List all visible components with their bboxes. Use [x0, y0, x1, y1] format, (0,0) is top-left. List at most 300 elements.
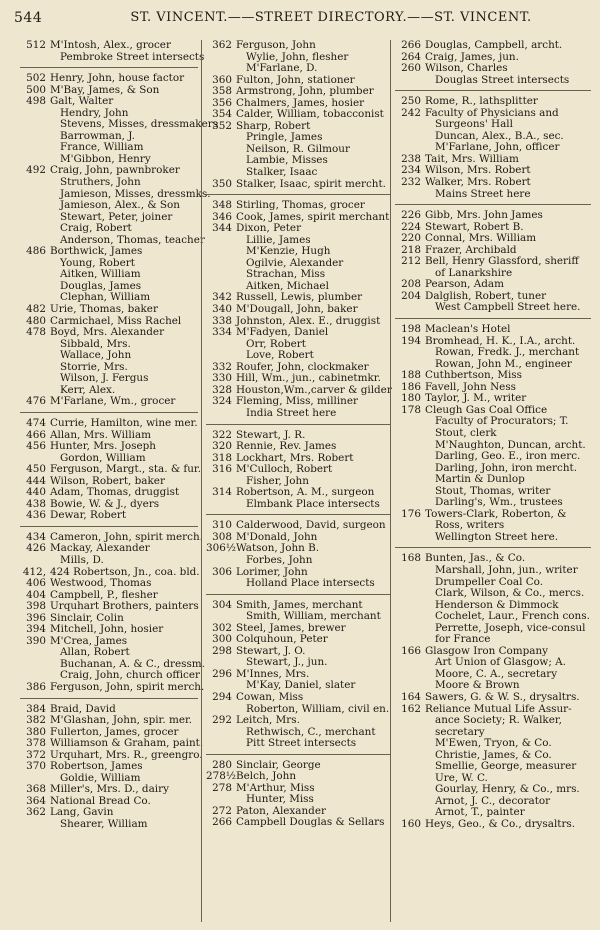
directory-entry: [20, 737, 204, 750]
house-number: [20, 142, 50, 154]
house-number: 362: [212, 39, 232, 51]
occupant-name: Strachan, Miss: [246, 268, 326, 281]
directory-block: [20, 39, 205, 63]
house-number: 260: [401, 62, 421, 75]
house-number: 324: [212, 395, 232, 408]
occupant-name: Rethwisch, C., merchant: [246, 725, 376, 738]
house-number: 232: [401, 176, 421, 189]
occupant-name: Wilson, Robert, baker: [50, 474, 165, 487]
house-number: [395, 347, 425, 359]
house-number: [20, 108, 50, 120]
occupant-name: Galt, Walter: [50, 95, 114, 108]
occupant-name: Elmbank Place intersects: [246, 497, 380, 510]
house-number: 226: [401, 209, 421, 222]
page-number: 544: [14, 10, 43, 26]
house-number: 278½: [206, 770, 236, 783]
occupant-name: Stewart, Robert B.: [425, 220, 524, 233]
house-number: 340: [212, 303, 232, 316]
house-number: [395, 600, 425, 612]
house-number: 162: [401, 702, 421, 715]
house-number: [395, 738, 425, 750]
occupant-name: Calder, William, tobacconist: [236, 108, 384, 121]
directory-entry: [20, 510, 198, 522]
occupant-name: Johnston, Alex. E., druggist: [236, 314, 381, 327]
house-number: [395, 796, 425, 808]
directory-entry: [395, 428, 591, 440]
house-number: 310: [212, 519, 232, 532]
occupant-name: Darling, Geo. E., iron merc.: [435, 450, 581, 463]
house-number: 372: [26, 748, 46, 761]
house-number: [395, 577, 425, 589]
house-number: [20, 200, 50, 212]
house-number: 208: [401, 278, 421, 291]
directory-block: [20, 67, 219, 408]
occupant-name: Kerr, Alex.: [60, 383, 116, 396]
directory-entry: [395, 96, 591, 108]
house-number: 250: [401, 95, 421, 108]
occupant-name: Campbell Douglas & Sellars: [236, 816, 385, 829]
directory-entry: [206, 817, 390, 829]
house-number: 358: [212, 85, 232, 98]
house-number: 478: [26, 326, 46, 339]
occupant-name: India Street here: [246, 406, 337, 419]
occupant-name: Jamieson, Alex., & Son: [60, 199, 180, 212]
occupant-name: Westwood, Thomas: [50, 577, 152, 590]
occupant-name: Taylor, J. M., writer: [425, 392, 527, 405]
directory-entry: [395, 623, 591, 635]
directory-entry: [206, 40, 390, 52]
occupant-name: Urquhart Brothers, painters: [50, 600, 199, 613]
house-number: 198: [401, 323, 421, 336]
occupant-name: Faculty of Procurators; T.: [435, 415, 569, 428]
occupant-name: Ross, writers: [435, 519, 505, 532]
occupant-name: Cleugh Gas Coal Office: [425, 403, 548, 416]
occupant-name: Douglas, Campbell, archt.: [425, 39, 563, 51]
house-number: [20, 362, 50, 374]
occupant-name: Hill, Wm., jun., cabinetmkr.: [236, 372, 381, 385]
house-number: [20, 119, 50, 131]
directory-entry: [20, 819, 198, 831]
house-number: [395, 119, 425, 131]
house-number: 306½: [206, 542, 236, 555]
directory-entry: [20, 543, 198, 555]
occupant-name: M'Farlane, Wm., grocer: [50, 395, 176, 408]
house-number: 242: [401, 106, 421, 119]
directory-block: [395, 318, 591, 543]
occupant-name: M'Farlane, John, officer: [435, 141, 560, 154]
house-number: 368: [26, 783, 46, 796]
occupant-name: Sharp, Robert: [236, 119, 311, 132]
house-number: 238: [401, 152, 421, 165]
occupant-name: Braid, David: [50, 702, 116, 715]
occupant-name: Cuthbertson, Miss: [425, 369, 522, 382]
occupant-name: Fullerton, James, grocer: [50, 725, 179, 738]
occupant-name: Stalker, Isaac, spirit mercht.: [236, 177, 386, 190]
house-number: [20, 647, 50, 659]
house-number: [395, 486, 425, 498]
occupant-name: Robertson, A. M., surgeon: [236, 486, 375, 499]
house-number: [20, 177, 50, 189]
directory-block: [206, 594, 390, 750]
occupant-name: National Bread Co.: [50, 794, 151, 807]
house-number: 436: [26, 509, 46, 522]
occupant-name: Reliance Mutual Life Assur-: [425, 702, 572, 715]
page-header: [14, 8, 588, 30]
occupant-name: Art Union of Glasgow; A.: [435, 656, 566, 669]
occupant-name: Drumpeller Coal Co.: [435, 575, 544, 588]
occupant-name: M'Dougall, John, baker: [236, 303, 358, 316]
occupant-name: Henry, John, house factor: [50, 72, 185, 85]
house-number: [20, 281, 50, 293]
occupant-name: Maclean's Hotel: [425, 323, 511, 336]
house-number: [395, 75, 425, 87]
house-number: [395, 565, 425, 577]
house-number: [206, 578, 236, 590]
directory-entry: [206, 611, 390, 623]
occupant-name: Campbell, P., flesher: [50, 588, 158, 601]
house-number: [395, 532, 425, 544]
occupant-name: Sawers, G. & W. S., drysaltrs.: [425, 690, 580, 703]
occupant-name: M'Naughton, Duncan, archt.: [435, 438, 586, 451]
occupant-name: Borthwick, James: [50, 245, 143, 258]
house-number: 386: [26, 680, 46, 693]
house-number: 316: [212, 463, 232, 476]
house-number: 492: [26, 164, 46, 177]
house-number: [395, 302, 425, 314]
occupant-name: Gordon, William: [60, 451, 146, 464]
house-number: [395, 761, 425, 773]
house-number: 280: [212, 758, 232, 771]
house-number: 500: [26, 83, 46, 96]
directory-entry: [395, 63, 591, 75]
directory-column-2: [201, 40, 390, 922]
occupant-name: Faculty of Physicians and: [425, 106, 559, 119]
house-number: [395, 784, 425, 796]
occupant-name: Cameron, John, spirit merch.: [50, 530, 203, 543]
house-number: 474: [26, 416, 46, 429]
house-number: 178: [401, 403, 421, 416]
occupant-name: Pitt Street intersects: [246, 737, 357, 750]
house-number: 168: [401, 552, 421, 565]
occupant-name: Stewart, J. O.: [236, 644, 306, 657]
house-number: [206, 144, 236, 156]
house-number: 186: [401, 380, 421, 393]
occupant-name: Gourlay, Henry, & Co., mrs.: [435, 783, 580, 796]
house-number: 334: [212, 326, 232, 339]
directory-entry: [395, 565, 591, 577]
occupant-name: Allan, Mrs. William: [50, 428, 152, 441]
house-number: 300: [212, 633, 232, 646]
directory-entry: [20, 463, 202, 476]
occupant-name: secretary: [435, 725, 485, 738]
occupant-name: Walker, Mrs. Robert: [425, 176, 531, 189]
house-number: 332: [212, 360, 232, 373]
occupant-name: Towers-Clark, Roberton, &: [425, 507, 567, 520]
house-number: 348: [212, 199, 232, 212]
house-number: 350: [212, 177, 232, 190]
house-number: 502: [26, 72, 46, 85]
occupant-name: Perrette, Joseph, vice-consul: [435, 621, 586, 634]
house-number: 308: [212, 530, 232, 543]
directory-entry: [20, 418, 198, 430]
house-number: 294: [212, 690, 232, 703]
house-number: [20, 350, 50, 362]
house-number: [395, 131, 425, 143]
house-number: 212: [401, 255, 421, 268]
directory-entry: [206, 327, 390, 339]
occupant-name: ance Society; R. Walker,: [435, 714, 562, 727]
house-number: 384: [26, 702, 46, 715]
house-number: 176: [401, 507, 421, 520]
directory-entry: [20, 396, 198, 408]
directory-entry: [206, 464, 390, 476]
house-number: 218: [401, 243, 421, 256]
occupant-name: Houston,Wm.,carver & gilder: [236, 383, 392, 396]
occupant-name: Stirling, Thomas, grocer: [236, 199, 365, 212]
house-number: [395, 727, 425, 739]
occupant-name: Goldie, William: [60, 771, 141, 784]
occupant-name: Martin & Dunlop: [435, 473, 525, 486]
house-number: [395, 657, 425, 669]
occupant-name: Bowie, W. & J., dyers: [50, 497, 160, 510]
directory-entry: [206, 167, 390, 179]
house-number: [20, 131, 50, 143]
occupant-name: Sinclair, George: [236, 758, 321, 771]
house-number: 266: [212, 816, 232, 829]
house-number: [206, 63, 236, 75]
occupant-name: Wilson, J. Fergus: [60, 372, 149, 385]
occupant-name: M'Intosh, Alex., grocer: [50, 39, 171, 51]
occupant-name: Belch, John: [236, 770, 297, 783]
occupant-name: Currie, Hamilton, wine mer.: [50, 416, 198, 429]
occupant-name: M'Gibbon, Henry: [60, 152, 151, 165]
directory-entry: [20, 73, 198, 85]
house-number: [395, 416, 425, 428]
occupant-name: Sibbald, Mrs.: [60, 337, 131, 350]
occupant-name: Pearson, Adam: [425, 278, 504, 291]
occupant-name: Wallace, John: [60, 349, 132, 362]
directory-entry: [206, 555, 390, 567]
occupant-name: Love, Robert: [246, 349, 314, 362]
house-number: 412,: [22, 565, 46, 578]
occupant-name: M'Farlane, D.: [246, 62, 318, 75]
occupant-name: Smith, James, merchant: [236, 598, 363, 611]
occupant-name: Allan, Robert: [60, 646, 130, 659]
directory-entry: [206, 200, 390, 212]
occupant-name: Lambie, Misses: [246, 154, 328, 167]
directory-entry: [395, 347, 591, 359]
occupant-name: Young, Robert: [60, 256, 135, 269]
house-number: [206, 339, 236, 351]
occupant-name: Williamson & Graham, paint.: [50, 737, 204, 750]
directory-entry: [20, 327, 198, 339]
house-number: 360: [212, 73, 232, 86]
occupant-name: of Lanarkshire: [435, 266, 513, 279]
house-number: 440: [26, 486, 46, 499]
occupant-name: Pringle, James: [246, 131, 323, 144]
house-number: 476: [26, 395, 46, 408]
house-number: [20, 659, 50, 671]
occupant-name: Watson, John B.: [236, 542, 320, 555]
occupant-name: Struthers, John: [60, 176, 141, 189]
directory-entry: [20, 601, 198, 613]
occupant-name: M'Crea, James: [50, 634, 128, 647]
occupant-name: Adam, Thomas, druggist: [50, 486, 180, 499]
house-number: 180: [401, 392, 421, 405]
house-number: 314: [212, 486, 232, 499]
house-number: [206, 132, 236, 144]
occupant-name: Cochelet, Laur., French cons.: [435, 610, 590, 623]
directory-entry: [20, 555, 198, 567]
house-number: 304: [212, 598, 232, 611]
occupant-name: Duncan, Alex., B.A., sec.: [435, 129, 564, 142]
occupant-name: Hunter, Miss: [246, 793, 314, 806]
directory-entry: [395, 210, 591, 222]
occupant-name: Rowan, Fredk. J., merchant: [435, 346, 580, 359]
directory-entry: [395, 451, 591, 463]
occupant-name: Heys, Geo., & Co., drysaltrs.: [425, 818, 576, 830]
house-number: 344: [212, 222, 232, 235]
occupant-name: Hendry, John: [60, 106, 129, 119]
occupant-name: Russell, Lewis, plumber: [236, 291, 363, 304]
occupant-name: M'Culloch, Robert: [236, 463, 333, 476]
occupant-name: Stewart, J., jun.: [246, 656, 328, 669]
house-number: [206, 727, 236, 739]
house-number: [20, 189, 50, 201]
occupant-name: Lillie, James: [246, 233, 311, 246]
occupant-name: Boyd, Mrs. Alexander: [50, 326, 165, 339]
directory-entry: [395, 611, 591, 623]
occupant-name: Surgeons' Hall: [435, 118, 513, 131]
occupant-name: Mackay, Alexander: [50, 542, 150, 555]
house-number: 406: [26, 577, 46, 590]
house-number: [395, 189, 425, 201]
occupant-name: Carmichael, Miss Rachel: [50, 314, 182, 327]
occupant-name: M'Donald, John: [236, 530, 318, 543]
directory-entry: [395, 761, 591, 773]
house-number: 390: [26, 634, 46, 647]
directory-entry: [20, 715, 198, 727]
house-number: 272: [212, 804, 232, 817]
house-number: 480: [26, 314, 46, 327]
occupant-name: M'Ewen, Tryon, & Co.: [435, 737, 552, 750]
house-number: [206, 167, 236, 179]
directory-entry: [206, 738, 390, 750]
house-number: [20, 258, 50, 270]
directory-entry: [395, 692, 591, 704]
occupant-name: Armstrong, John, plumber: [236, 85, 374, 98]
occupant-name: Neilson, R. Gilmour: [246, 142, 350, 155]
occupant-name: Roberton, William, civil en.: [246, 702, 390, 715]
directory-entry: [395, 189, 591, 201]
occupant-name: Craig, John, church officer: [60, 669, 200, 682]
occupant-name: Fulton, John, stationer: [236, 73, 355, 86]
directory-entry: [395, 75, 591, 87]
house-number: 382: [26, 714, 46, 727]
house-number: 346: [212, 210, 232, 223]
directory-entry: [395, 40, 591, 52]
directory-entry: [20, 578, 198, 590]
occupant-name: Fleming, Miss, milliner: [236, 395, 358, 408]
house-number: [395, 463, 425, 475]
occupant-name: Mills, D.: [60, 553, 104, 566]
house-number: [206, 258, 236, 270]
house-number: [206, 235, 236, 247]
occupant-name: Ure, W. C.: [435, 771, 488, 784]
occupant-name: M'Fadyen, Daniel: [236, 326, 329, 339]
occupant-name: Buchanan, A. & C., dressm.: [60, 657, 205, 670]
occupant-name: Marshall, John, jun., writer: [435, 563, 578, 576]
occupant-name: Anderson, Thomas, teacher: [60, 233, 205, 246]
occupant-name: Darling, John, iron mercht.: [435, 461, 577, 474]
directory-entry: [206, 63, 390, 75]
occupant-name: Rennie, Rev. James: [236, 440, 337, 453]
house-number: 292: [212, 714, 232, 727]
directory-entry: [20, 40, 198, 52]
directory-entry: [206, 304, 390, 316]
directory-entry: [20, 441, 198, 453]
occupant-name: 424 Robertson, Jn., coa. bld.: [50, 565, 200, 578]
directory-entry: [20, 96, 198, 108]
directory-column-3: [390, 40, 591, 922]
occupant-name: Holland Place intersects: [246, 577, 375, 590]
occupant-name: Clephan, William: [60, 291, 151, 304]
occupant-name: West Campbell Street here.: [435, 301, 581, 314]
occupant-name: Lockhart, Mrs. Robert: [236, 451, 354, 464]
directory-entry: [20, 50, 205, 64]
occupant-name: Ferguson, Margt., sta. & fur.: [50, 463, 202, 476]
directory-block: [395, 40, 591, 86]
occupant-name: M'Kay, Daniel, slater: [246, 679, 356, 692]
occupant-name: Craig, John, pawnbroker: [50, 164, 180, 177]
house-number: [395, 611, 425, 623]
directory-block: [20, 412, 202, 522]
occupant-name: Bromhead, H. K., I.A., archt.: [425, 334, 576, 347]
house-number: [206, 738, 236, 750]
directory-entry: [395, 177, 591, 189]
occupant-name: Rowan, John M., engineer: [435, 357, 572, 370]
directory-entry: [206, 179, 390, 191]
house-number: 362: [26, 806, 46, 819]
occupant-name: Aitken, William: [60, 268, 141, 281]
occupant-name: Henderson & Dimmock: [435, 598, 559, 611]
house-number: [395, 773, 425, 785]
house-number: 396: [26, 611, 46, 624]
occupant-name: Ogilvie, Alexander: [246, 256, 344, 269]
house-number: 380: [26, 725, 46, 738]
directory-entry: [206, 715, 390, 727]
directory-entry: [206, 86, 390, 98]
house-number: 166: [401, 644, 421, 657]
house-number: 450: [26, 463, 46, 476]
house-number: [206, 611, 236, 623]
house-number: 498: [26, 95, 46, 108]
house-number: [206, 246, 236, 258]
house-number: [395, 474, 425, 486]
house-number: 370: [26, 760, 46, 773]
occupant-name: Craig, James, jun.: [425, 50, 519, 63]
directory-entry: [395, 324, 591, 336]
occupant-name: M'Innes, Mrs.: [236, 667, 310, 680]
occupant-name: Frazer, Archibald: [425, 243, 517, 256]
house-number: [20, 223, 50, 235]
occupant-name: Rome, R., lathsplitter: [425, 95, 538, 108]
occupant-name: Dixon, Peter: [236, 222, 302, 235]
occupant-name: Douglas Street intersects: [435, 73, 570, 86]
directory-entry: [395, 715, 591, 727]
directory-block: [206, 514, 390, 589]
house-number: 466: [26, 428, 46, 441]
